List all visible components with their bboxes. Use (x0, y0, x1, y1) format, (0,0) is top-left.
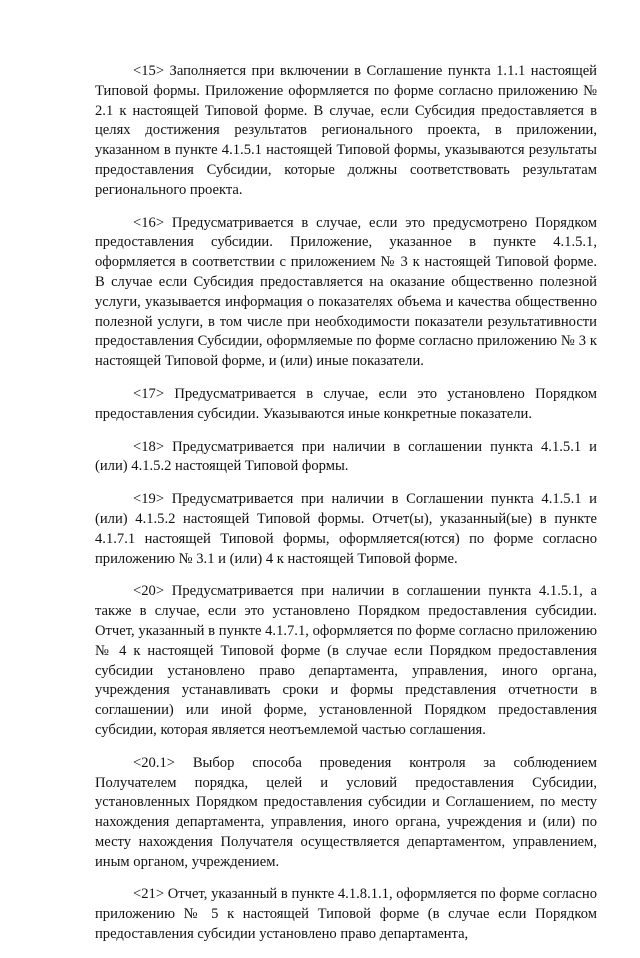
footnote-18: <18> Предусматривается при наличии в соглашении пункта 4.1.5.1 и (или) 4.1.5.2 настоящей Типовой формы. (95, 438, 597, 475)
footnote-21: <21> Отчет, указанный в пункте 4.1.8.1.1, оформляется по форме согласно приложению № 5 к настоящей Типовой форме (в случае если Порядком предоставления субсидии установлено право департамента, (95, 886, 597, 943)
footnote-15: <15> Заполняется при включении в Соглашение пункта 1.1.1 настоящей Типовой формы. Приложение оформляется по форме согласно приложению № 2.1 к настоящей Типовой форме. В случае, если Субсидия предоставляется в целях достижения результатов регионального проекта, в приложении, указанном в пункте 4.1.5.1 настоящей Типовой формы, указываются результаты предоставления Субсидии, которые должны соответствовать результатам регионального проекта. (95, 63, 597, 198)
footnote-20-1: <20.1> Выбор способа проведения контроля за соблюдением Получателем порядка, целей и условий предоставления Субсидии, установленных Порядком предоставления субсидии и Соглашением, по месту нахождения департамента, управления, иного органа, учреждения и (или) по месту нахождения Получателя осуществляется департаментом, управлением, иным органом, учреждением. (95, 754, 597, 870)
document-body (95, 62, 597, 958)
footnote-17: <17> Предусматривается в случае, если это установлено Порядком предоставления субсидии. Указываются иные конкретные показатели. (95, 385, 597, 422)
footnote-16: <16> Предусматривается в случае, если это предусмотрено Порядком предоставления субсидии. Приложение, указанное в пункте 4.1.5.1, оформляется в соответствии с приложением № 3 к настоящей Типовой форме. В случае если Субсидия предоставляется на оказание общественно полезной услуги, указывается информация о показателях объема и качества общественно полезной услуги, в том числе при необходимости показатели результативности предоставления Субсидии, оформляемые по форме согласно приложению № 3 к настоящей Типовой форме, и (или) иные показатели. (95, 214, 597, 370)
footnote-20: <20> Предусматривается при наличии в соглашении пункта 4.1.5.1, а также в случае, если это установлено Порядком предоставления субсидии. Отчет, указанный в пункте 4.1.7.1, оформляется по форме согласно приложению № 4 к настоящей Типовой форме (в случае если Порядком предоставления субсидии установлено право департамента, управления, иного органа, учреждения устанавливать сроки и формы представления отчетности в соглашении) или иной форме, установленной Порядком предоставления субсидии, которая является неотъемлемой частью соглашения. (95, 583, 597, 738)
footnote-19: <19> Предусматривается при наличии в Соглашении пункта 4.1.5.1 и (или) 4.1.5.2 настоящей Типовой формы. Отчет(ы), указанный(ые) в пункте 4.1.7.1 настоящей Типовой формы, оформляется(ются) по форме согласно приложению № 3.1 и (или) 4 к настоящей Типовой форме. (95, 491, 597, 567)
